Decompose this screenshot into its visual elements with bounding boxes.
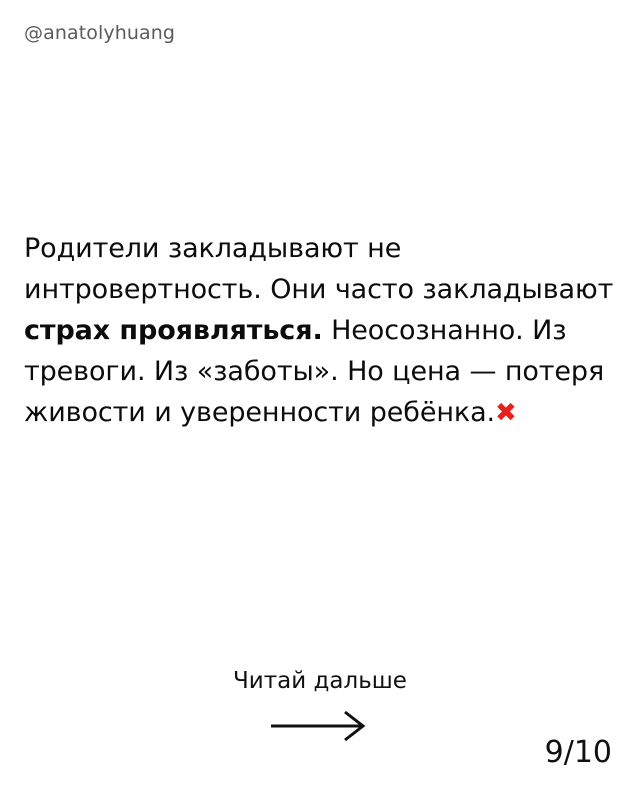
slide-body-text <box>24 228 624 434</box>
cta-label: Читай дальше <box>233 668 407 694</box>
body-text-part-1: Родители закладывают не интровертность. Они часто закладывают <box>24 233 614 305</box>
body-text-part-2: Неосознанно. Из тревоги. Из «заботы». Но цена — потеря живости и уверенности ребёнка. <box>24 315 605 428</box>
body-text-emphasis: страх проявляться. <box>24 315 323 346</box>
author-handle: @anatolyhuang <box>24 22 176 44</box>
cross-mark-icon: ✖ <box>495 398 517 428</box>
page-counter: 9/10 <box>544 735 612 770</box>
